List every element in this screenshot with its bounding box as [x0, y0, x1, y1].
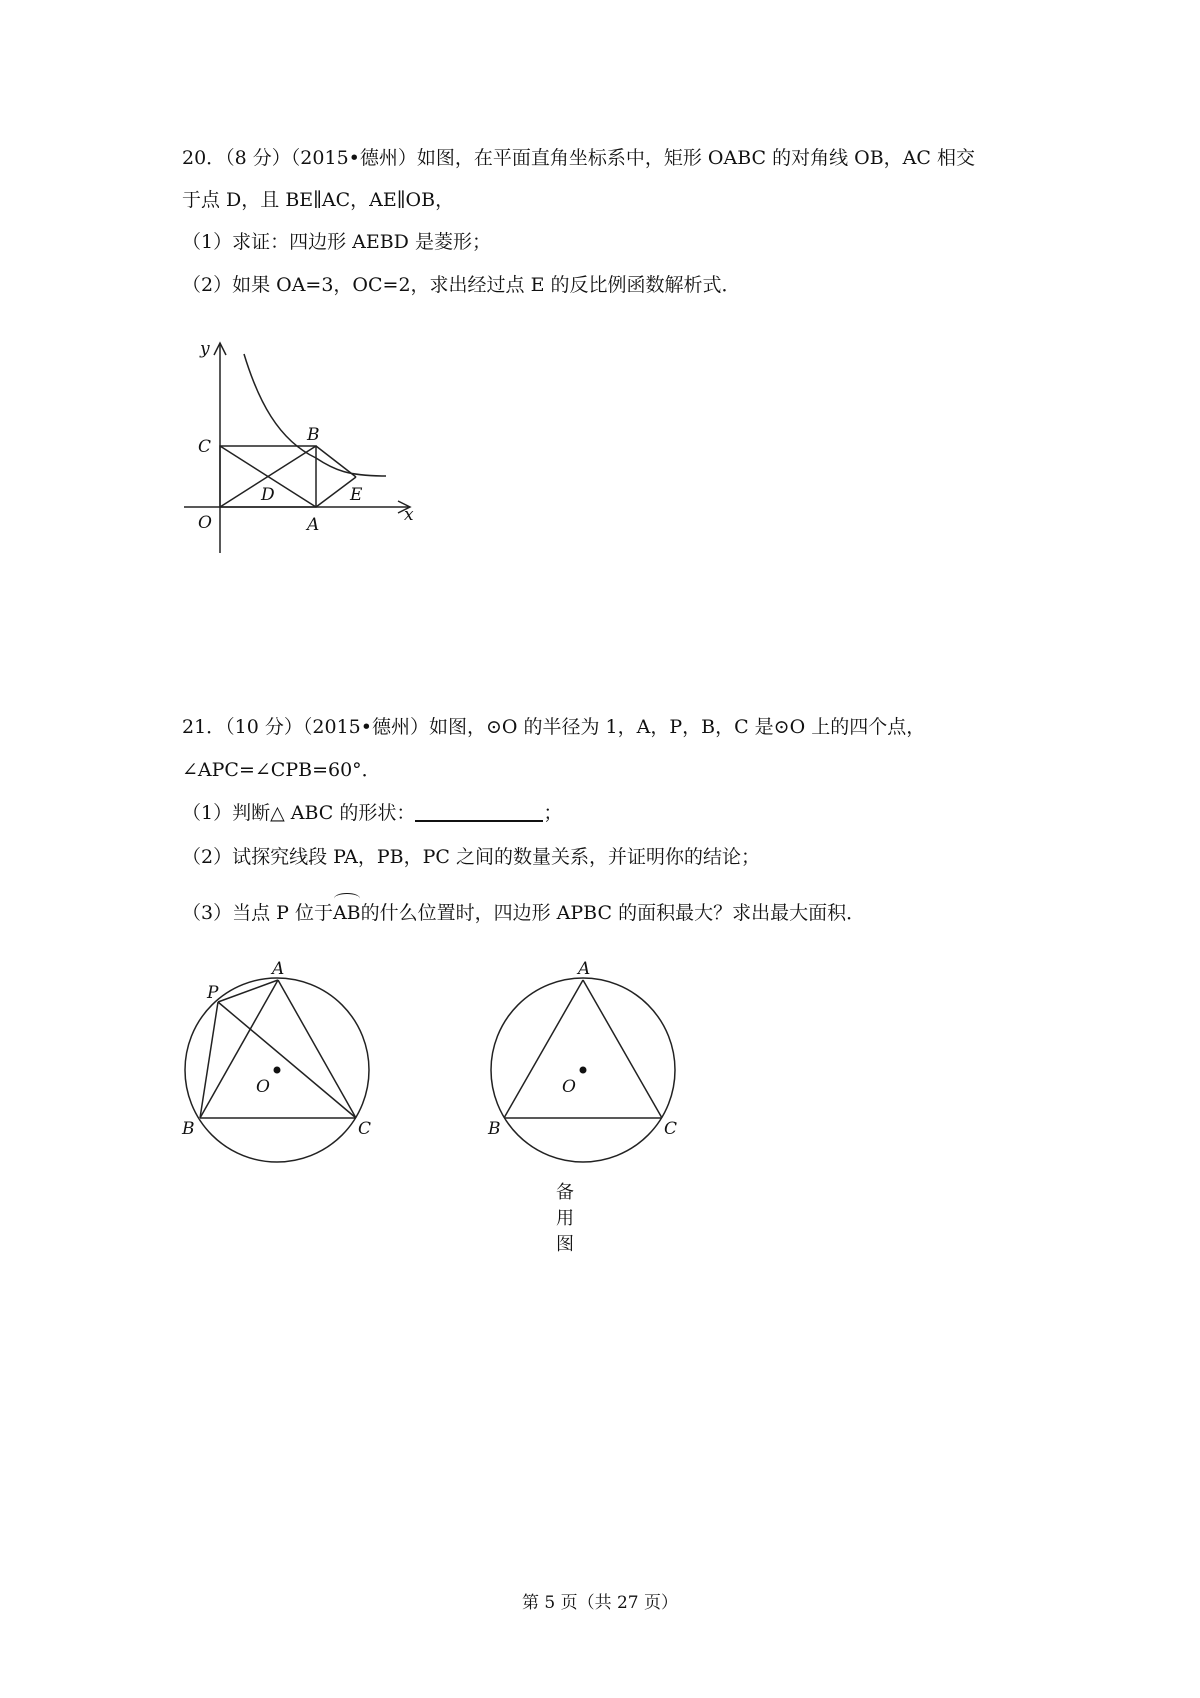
- q21-part1-suffix: ；: [543, 802, 563, 824]
- q21-part3-prefix: （3）当点 P 位于: [182, 902, 333, 924]
- q21-part3-suffix: 的什么位置时，四边形 APBC 的面积最大？求出最大面积．: [360, 902, 866, 924]
- label-b-fig1: B: [182, 1119, 195, 1139]
- center-dot-fig2: [580, 1067, 587, 1074]
- segment-pc-fig1: [218, 1002, 356, 1118]
- segment-ac-fig2: [583, 980, 662, 1118]
- q20-part2: （2）如果 OA=3，OC=2，求出经过点 E 的反比例函数解析式．: [182, 274, 741, 296]
- label-o-fig1: O: [256, 1077, 270, 1097]
- label-c: C: [198, 437, 212, 457]
- page-footer: 第 5 页（共 27 页）: [521, 1593, 679, 1613]
- label-b-fig2: B: [488, 1119, 501, 1139]
- q21-line1: 21．（10 分）（2015•德州）如图，⊙O 的半径为 1，A，P，B，C 是⊙O 上的四个点，: [182, 716, 926, 738]
- q21-line2: ∠APC=∠CPB=60°．: [182, 759, 381, 781]
- label-d: D: [261, 485, 275, 505]
- label-b: B: [307, 425, 320, 445]
- label-a-fig2: A: [578, 959, 591, 979]
- q21-part1-prefix: （1）判断△ ABC 的形状：: [182, 802, 416, 824]
- q20-part1: （1）求证：四边形 AEBD 是菱形；: [182, 231, 491, 253]
- label-y: y: [200, 339, 210, 359]
- label-x: x: [404, 505, 414, 525]
- center-dot-fig1: [274, 1067, 281, 1074]
- arc-ab: AB: [332, 902, 361, 924]
- segment-ba-fig2: [504, 980, 583, 1118]
- label-p-fig1: P: [207, 983, 219, 1003]
- label-o-fig2: O: [562, 1077, 576, 1097]
- label-e: E: [350, 485, 363, 505]
- q21-part2: （2）试探究线段 PA，PB，PC 之间的数量关系，并证明你的结论；: [182, 846, 760, 868]
- segment-ac-fig1: [278, 980, 356, 1118]
- label-o: O: [198, 513, 212, 533]
- label-a: A: [307, 515, 320, 535]
- label-c-fig1: C: [358, 1119, 372, 1139]
- q20-line2: 于点 D，且 BE∥AC，AE∥OB，: [182, 189, 455, 211]
- figure2-caption: 备用图: [556, 1182, 574, 1255]
- label-a-fig1: A: [272, 959, 285, 979]
- label-c-fig2: C: [664, 1119, 678, 1139]
- q20-line1: 20．（8 分）（2015•德州）如图，在平面直角坐标系中，矩形 OABC 的对角线 OB，AC 相交: [182, 147, 975, 169]
